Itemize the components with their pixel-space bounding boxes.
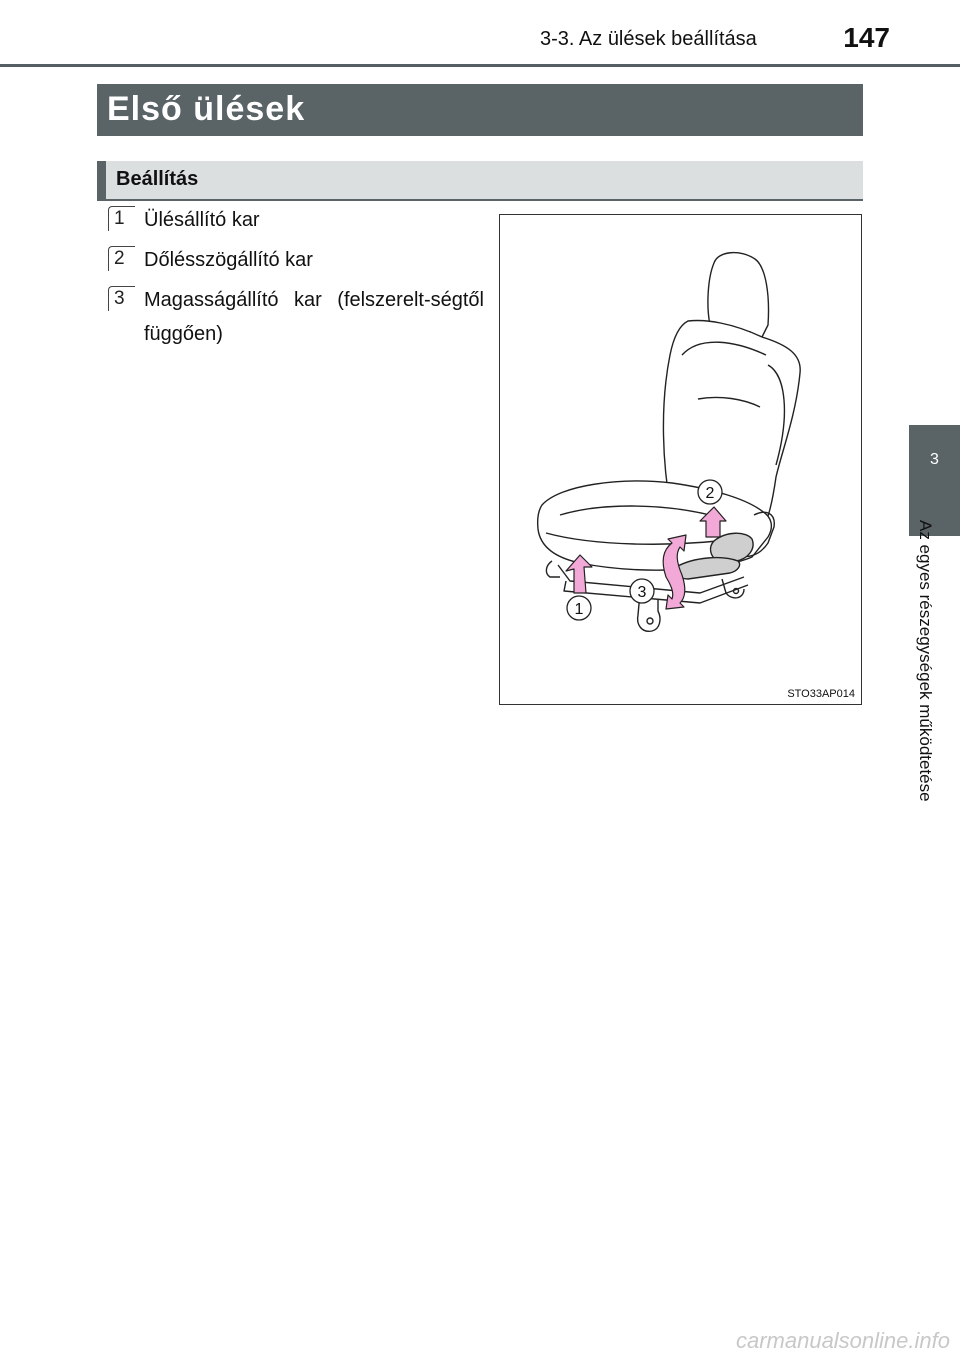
section-accent [97,161,106,201]
figure-code: STO33AP014 [787,688,855,700]
page-title: Első ülések [107,90,306,128]
section-heading-bar [97,161,863,201]
page-title-bar [97,84,863,136]
watermark: carmanualsonline.info [735,1328,950,1353]
chapter-title: Az egyes részegységek működtetése [916,520,935,802]
item-text: Dőlésszögállító kar [144,249,313,271]
page-number: 147 [843,22,890,53]
running-head: 3-3. Az ülések beállítása [540,28,757,50]
header-rule [0,64,960,67]
callout-3: 3 [637,584,647,601]
callout-1: 1 [574,601,584,618]
item-text: Magasságállító kar (felszerelt-ségtől függően) [144,289,484,345]
item-number: 3 [108,286,134,310]
chapter-number: 3 [930,451,939,468]
section-heading: Beállítás [116,168,199,190]
item-number: 1 [108,206,134,230]
item-number: 2 [108,246,134,270]
callout-2: 2 [705,485,715,502]
seat-drawing [500,215,863,706]
item-text: Ülésállító kar [144,209,260,231]
seat-illustration [499,214,862,705]
